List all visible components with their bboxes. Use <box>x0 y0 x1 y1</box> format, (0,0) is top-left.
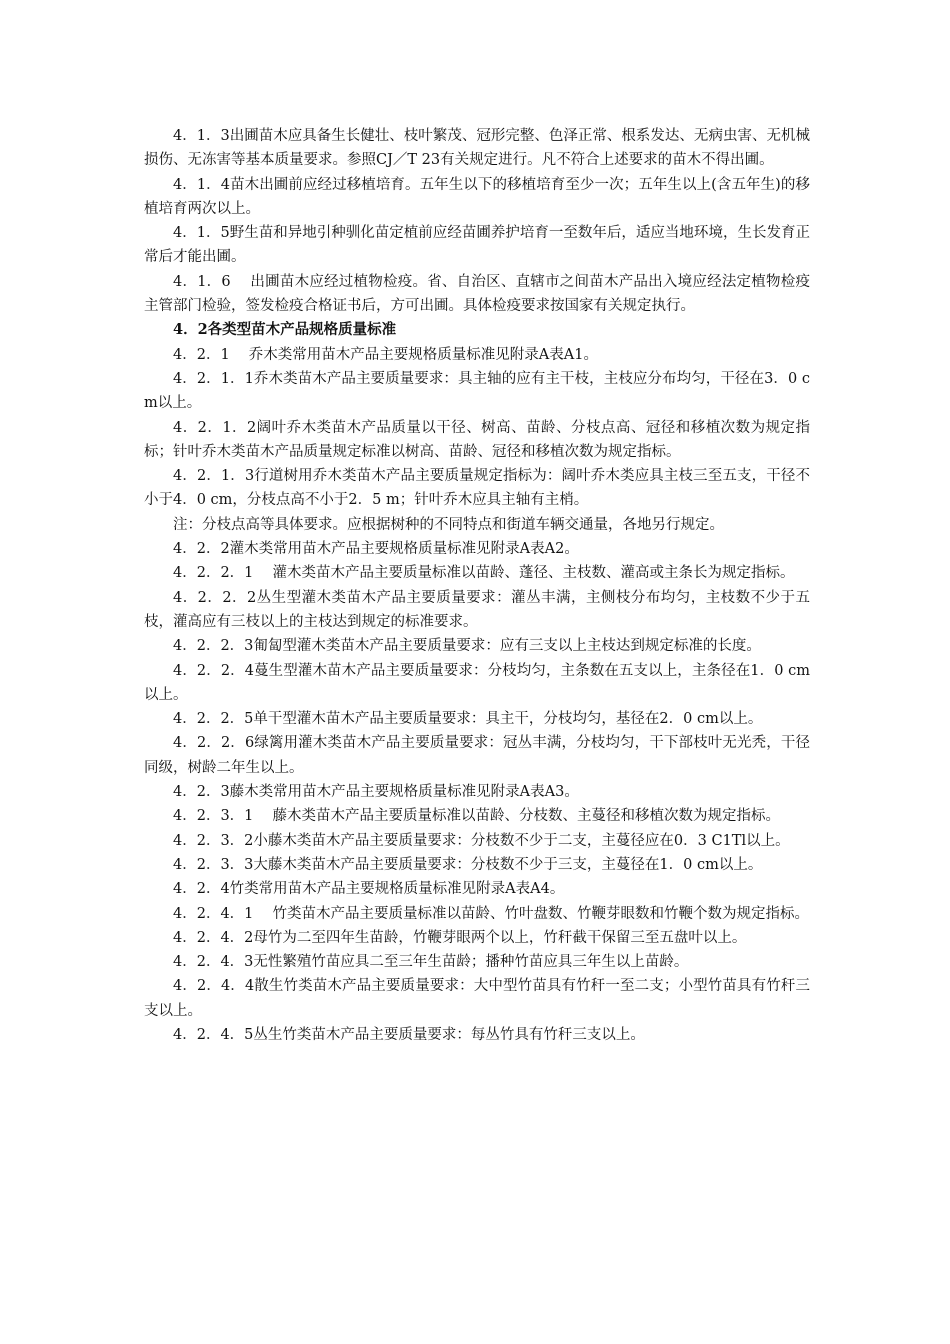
paragraph-4-2-4-3: 4．2．4．3无性繁殖竹苗应具二至三年生苗龄；播种竹苗应具三年生以上苗龄。 <box>173 954 689 971</box>
paragraph-4-1-5: 4．1．5野生苗和异地引种驯化苗定植前应经苗圃养护培育一至数年后，适应当地环境，生长发育正常后才能出圃。 <box>144 225 810 266</box>
document-page <box>144 124 810 1047</box>
paragraph-4-2-2-4: 4．2．2．4蔓生型灌木苗木产品主要质量要求：分枝均匀，主条数在五支以上，主条径在1．0 cm以上。 <box>144 662 810 703</box>
paragraph-4-2-1-2: 4．2．1．2阔叶乔木类苗木产品质量以干径、树高、苗龄、分枝点高、冠径和移植次数为规定指标；针叶乔木类苗木产品质量规定标准以树高、苗龄、冠径和移植次数为规定指标。 <box>144 419 810 460</box>
paragraph-4-2-3-2: 4．2．3．2小藤木类苗木产品主要质量要求：分枝数不少于二支，主蔓径应在0．3 C1Tl以上。 <box>173 832 790 849</box>
paragraph-4-1-6: 4．1．6 出圃苗木应经过植物检疫。省、自治区、直辖市之间苗木产品出入境应经法定植物检疫主管部门检验，签发检疫合格证书后，方可出圃。具体检疫要求按国家有关规定执行。 <box>144 273 810 315</box>
paragraph-4-2-3-3: 4．2．3．3大藤木类苗木产品主要质量要求：分枝数不少于三支，主蔓径在1．0 cm以上。 <box>173 856 763 873</box>
paragraph-4-2-2-5: 4．2．2．5单干型灌木苗木产品主要质量要求：具主干，分枝均匀，基径在2．0 cm以上。 <box>173 711 763 728</box>
paragraph-4-2-3: 4．2．3藤木类常用苗木产品主要规格质量标准见附录A表A3。 <box>173 784 579 801</box>
paragraph-4-2-4-5: 4．2．4．5丛生竹类苗木产品主要质量要求：每丛竹具有竹秆三支以上。 <box>173 1026 645 1043</box>
paragraph-4-2-2-1: 4．2．2．1 灌木类苗木产品主要质量标准以苗龄、蓬径、主枝数、灌高或主条长为规定指标。 <box>173 565 795 582</box>
paragraph-4-2-1: 4．2．1 乔木类常用苗木产品主要规格质量标准见附录A表A1。 <box>173 346 598 363</box>
paragraph-4-2-2-6: 4．2．2．6绿篱用灌木类苗木产品主要质量要求：冠丛丰满，分枝均匀，干下部枝叶无光秃，干径同级，树龄二年生以上。 <box>144 735 810 776</box>
note-paragraph: 注：分枝点高等具体要求。应根据树种的不同特点和街道车辆交通量，各地另行规定。 <box>173 516 724 533</box>
section-heading-4-2: 4．2各类型苗木产品规格质量标准 <box>173 321 397 339</box>
paragraph-4-2-1-3: 4．2．1．3行道树用乔木类苗木产品主要质量规定指标为：阔叶乔木类应具主枝三至五支，干径不小于4．0 cm，分枝点高不小于2．5 m；针叶乔木应具主轴有主梢。 <box>144 468 810 509</box>
paragraph-4-2-4-1: 4．2．4．1 竹类苗木产品主要质量标准以苗龄、竹叶盘数、竹鞭芽眼数和竹鞭个数为规定指标。 <box>173 905 810 922</box>
paragraph-4-2-4-2: 4．2．4．2母竹为二至四年生苗龄，竹鞭芽眼两个以上，竹秆截干保留三至五盘叶以上。 <box>173 929 747 946</box>
paragraph-4-2-2-2: 4．2．2．2丛生型灌木类苗木产品主要质量要求：灌丛丰满，主侧枝分布均匀，主枝数不少于五枝，灌高应有三枝以上的主枝达到规定的标准要求。 <box>144 589 810 630</box>
paragraph-4-2-3-1: 4．2．3．1 藤木类苗木产品主要质量标准以苗龄、分枝数、主蔓径和移植次数为规定指标。 <box>173 808 781 825</box>
paragraph-4-2-1-1: 4．2．1．1乔木类苗木产品主要质量要求：具主轴的应有主干枝，主枝应分布均匀，干径在3．0 cm以上。 <box>144 370 810 412</box>
paragraph-4-1-4: 4．1．4苗木出圃前应经过移植培育。五年生以下的移植培育至少一次；五年生以上(含五年生)的移植培育两次以上。 <box>144 176 810 217</box>
paragraph-4-1-3: 4．1．3出圃苗木应具备生长健壮、枝叶繁茂、冠形完整、色泽正常、根系发达、无病虫害、无机械损伤、无冻害等基本质量要求。参照CJ／T 23有关规定进行。凡不符合上述要求的苗木不得出圃。 <box>144 128 810 169</box>
paragraph-4-2-2-3: 4．2．2．3匍匐型灌木类苗木产品主要质量要求：应有三支以上主枝达到规定标准的长度。 <box>173 638 761 655</box>
paragraph-4-2-4: 4．2．4竹类常用苗木产品主要规格质量标准见附录A表A4。 <box>173 881 565 898</box>
paragraph-4-2-2: 4．2．2灌木类常用苗木产品主要规格质量标准见附录A表A2。 <box>173 541 579 558</box>
paragraph-4-2-4-4: 4．2．4．4散生竹类苗木产品主要质量要求：大中型竹苗具有竹秆一至二支；小型竹苗具有竹秆三支以上。 <box>144 978 810 1019</box>
